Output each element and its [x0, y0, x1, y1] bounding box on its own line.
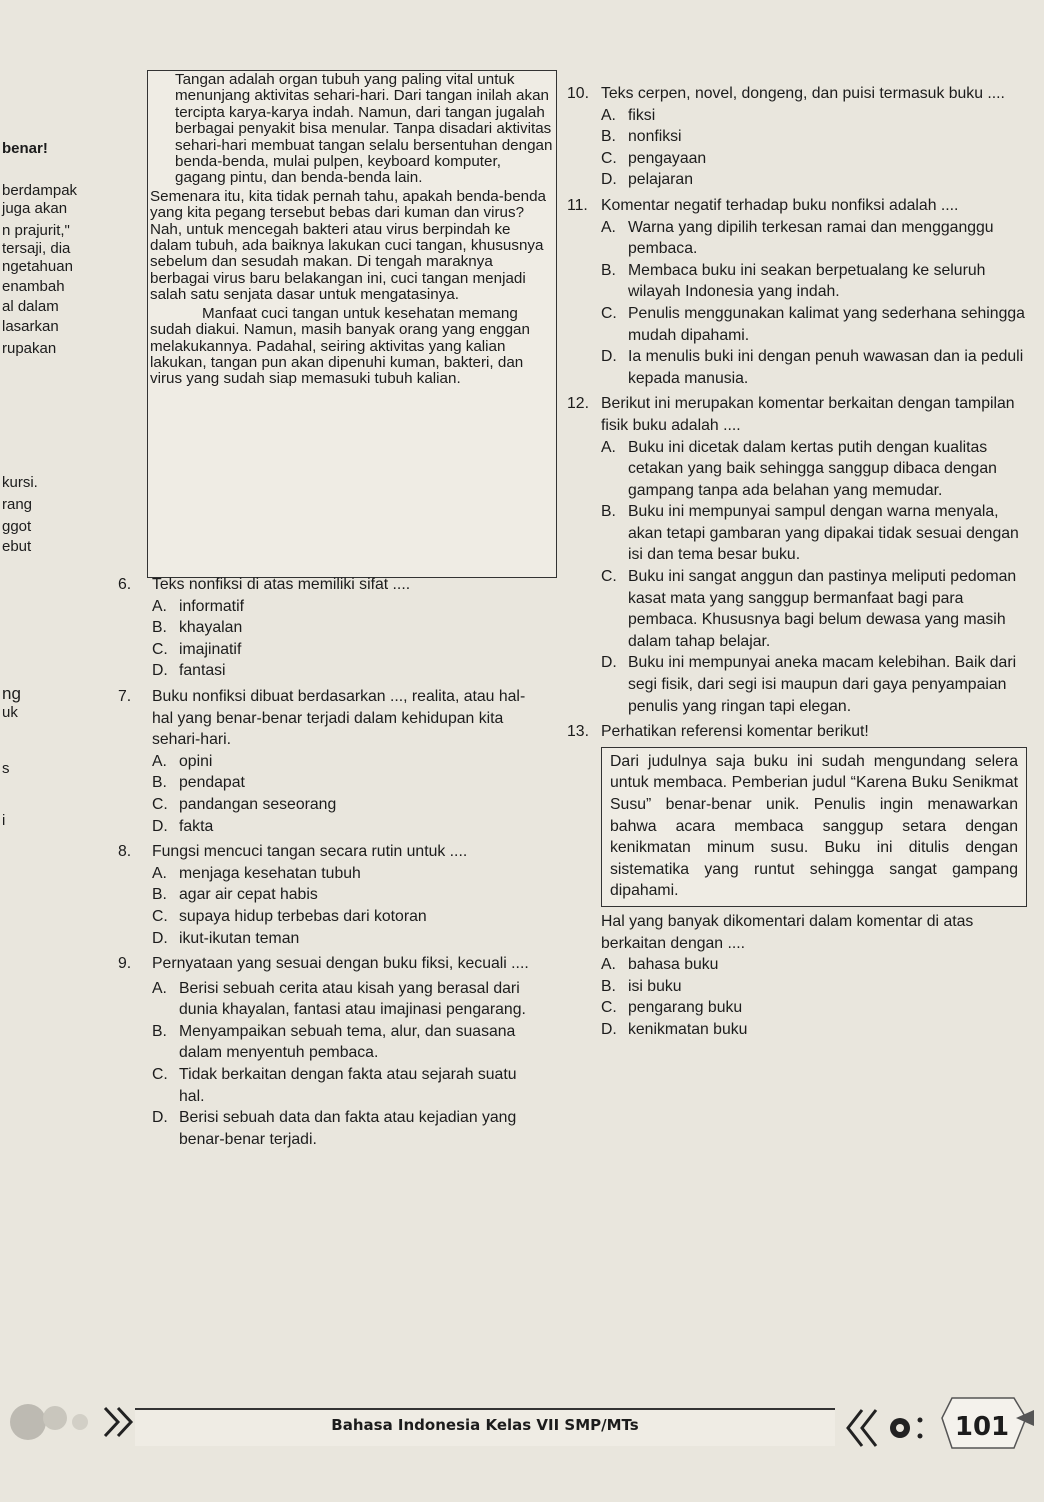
option[interactable] [118, 1021, 538, 1064]
option-letter: A. [601, 106, 616, 124]
reading-passage [125, 72, 553, 390]
option-text: informatif [179, 597, 244, 615]
question-text: Fungsi mencuci tangan secara rutin untuk .... [152, 843, 468, 861]
question-number: 7. [118, 687, 132, 705]
option[interactable] [567, 303, 1027, 346]
option-letter: B. [601, 977, 616, 995]
option[interactable] [567, 1019, 1027, 1041]
option-letter: C. [601, 304, 617, 322]
option-text: isi buku [628, 977, 682, 995]
option-letter: A. [601, 438, 616, 456]
option-text: fakta [179, 817, 214, 835]
fragment: i [2, 812, 6, 829]
option-letter: A. [152, 597, 167, 615]
fragment: ggot [2, 518, 32, 535]
option-text: pelajaran [628, 171, 693, 189]
fragment: tersaji, dia [2, 240, 71, 257]
option[interactable] [567, 126, 1027, 148]
option-letter: C. [152, 640, 168, 658]
option[interactable] [118, 596, 538, 618]
page-number: 101 [954, 1412, 1010, 1442]
option-letter: A. [152, 752, 167, 770]
option-text: Buku ini mempunyai aneka macam kelebihan. Baik dari segi fisik, dari segi isi maupun dari gaya penyampaian penulis yang ringan tapi elegan. [628, 654, 1017, 715]
option[interactable] [118, 884, 538, 906]
option-letter: C. [152, 1066, 168, 1084]
option[interactable] [118, 906, 538, 928]
question-text: Berikut ini merupakan komentar berkaitan dengan tampilan fisik buku adalah .... [601, 395, 1015, 434]
option-text: fiksi [628, 106, 656, 124]
fragment: rupakan [2, 340, 57, 357]
option[interactable] [567, 501, 1027, 566]
fragment: ebut [2, 538, 32, 555]
option-letter: B. [601, 503, 616, 521]
option[interactable] [567, 217, 1027, 260]
passage-paragraph-3: Manfaat cuci tangan untuk kesehatan memang sudah diakui. Namun, masih banyak orang yang enggan melakukannya. Padahal, seiring aktivitas yang kalian lakukan, tangan pun akan dipenuhi kuman, bakteri, dan virus yang sudah siap memasuki tubuh kalian. [150, 304, 530, 388]
fragment: uk [2, 704, 18, 721]
fragment: enambah [2, 278, 65, 295]
fragment: kursi. [2, 474, 38, 491]
option[interactable] [567, 346, 1027, 389]
question-number: 9. [118, 955, 132, 973]
option-text: Ia menulis buki ini dengan penuh wawasan dan ia peduli kepada manusia. [628, 348, 1024, 387]
question-9 [118, 953, 538, 975]
option-letter: D. [601, 171, 617, 189]
question-6 [118, 574, 538, 596]
option-letter: B. [601, 261, 616, 279]
option-letter: D. [152, 662, 168, 680]
question-number: 6. [118, 576, 132, 593]
option-letter: C. [601, 999, 617, 1017]
option-text: supaya hidup terbebas dari kotoran [179, 907, 427, 925]
option-text: pengayaan [628, 149, 707, 167]
option-text: Buku ini dicetak dalam kertas putih dengan kualitas cetakan yang baik sehingga sanggup dibaca dengan gampang tanpa ada belahan yang memudar. [628, 438, 997, 499]
option-text: bahasa buku [628, 956, 719, 974]
fragment: ng [2, 684, 21, 703]
option[interactable] [567, 260, 1027, 303]
option-text: menjaga kesehatan tubuh [179, 864, 361, 882]
option[interactable] [118, 617, 538, 639]
option-letter: B. [601, 128, 616, 146]
question-text: Komentar negatif terhadap buku nonfiksi adalah .... [601, 196, 959, 214]
option-text: kenikmatan buku [628, 1020, 748, 1038]
option-text: khayalan [179, 619, 243, 637]
fragment: benar! [2, 140, 48, 157]
question-13-stem [567, 911, 1027, 954]
fragment: berdampak [2, 182, 78, 199]
option-text: Penulis menggunakan kalimat yang sederhana sehingga mudah dipahami. [628, 304, 1025, 344]
option-text: Warna yang dipilih terkesan ramai dan mengganggu pembaca. [628, 218, 994, 258]
option-letter: B. [152, 619, 167, 637]
option-text: opini [179, 752, 213, 770]
option-text: Buku ini mempunyai sampul dengan warna menyala, akan tetapi gambaran yang dipakai tidak sesuai dengan isi dan tema besar buku. [628, 503, 1019, 564]
question-text: Teks cerpen, novel, dongeng, dan puisi termasuk buku .... [601, 85, 1005, 102]
option-letter: A. [152, 864, 167, 882]
option-letter: B. [152, 774, 167, 792]
left-column-questions [118, 574, 538, 1150]
right-column-questions [567, 83, 1027, 1041]
option[interactable] [118, 863, 538, 885]
option[interactable] [118, 978, 538, 1021]
option-letter: C. [601, 149, 617, 167]
option[interactable] [118, 928, 538, 950]
option-letter: D. [152, 817, 168, 835]
option[interactable] [567, 105, 1027, 127]
passage-paragraph-2: Semenara itu, kita tidak pernah tahu, apakah benda-benda yang kita pegang tersebut bebas dari kuman dan virus? Nah, untuk mencegah bakteri atau virus berpindah ke dalam tubuh, ada baiknya lakukan cuci tangan, khususnya sebelum dan sesudah makan. Di tengah maraknya berbagai virus baru belakangan ini, cuci tangan menjadi salah satu senjata dasar untuk mengatasinya. [150, 187, 547, 304]
comment-quote-box: Dari judulnya saja buku ini sudah mengundang selera untuk membaca. Pemberian judul “Karena Buku Senikmat Susu” benar-benar unik. Penulis ingin menawarkan bahwa acara membaca sanggup setara dengan kenikmatan minum susu. Buku ini ditulis dengan sistematika yang runtut sehingga sangat gampang dipahami. [601, 747, 1027, 907]
option[interactable] [118, 660, 538, 682]
option-letter: B. [152, 1022, 167, 1040]
passage-paragraph-1: Tangan adalah organ tubuh yang paling vital untuk menunjang aktivitas sehari-hari. Dari tangan inilah akan tercipta karya-karya indah. Namun, dari tangan jugalah berbagai penyakit bisa menular. Tanpa disadari aktivitas sehari-hari membuat tangan selalu bersentuhan dengan benda-benda, mulai pulpen, keyboard komputer, gagang pintu, dan benda-benda lain. [175, 71, 553, 187]
fragment: juga akan [2, 200, 68, 217]
question-number: 12. [567, 395, 589, 413]
option-letter: D. [601, 1020, 617, 1038]
option-letter: D. [152, 1109, 168, 1127]
question-text: Hal yang banyak dikomentari dalam komentar di atas berkaitan dengan .... [601, 912, 974, 952]
fragment: ngetahuan [2, 258, 73, 275]
option-letter: C. [601, 568, 617, 586]
option[interactable] [118, 794, 538, 816]
option[interactable] [567, 954, 1027, 976]
option-letter: C. [152, 907, 168, 925]
option-text: nonfiksi [628, 128, 682, 146]
option-text: pandangan seseorang [179, 795, 337, 813]
fragment: lasarkan [2, 318, 59, 335]
option[interactable] [567, 169, 1027, 191]
option-letter: A. [601, 218, 616, 236]
page-footer [0, 1378, 1044, 1458]
question-number: 13. [567, 723, 589, 741]
option-letter: C. [152, 795, 168, 813]
option-text: fantasi [179, 662, 226, 680]
option-text: Membaca buku ini seakan berpetualang ke seluruh wilayah Indonesia yang indah. [628, 261, 986, 301]
option-text: ikut-ikutan teman [179, 929, 300, 947]
option[interactable] [118, 1107, 538, 1150]
fragment: rang [2, 496, 33, 513]
question-text: Buku nonfiksi dibuat berdasarkan ..., realita, atau hal-hal yang benar-benar terjadi dalam kehidupan kita sehari-hari. [152, 687, 526, 749]
question-number: 11. [567, 196, 588, 214]
option[interactable] [118, 1064, 538, 1107]
question-text: Teks nonfiksi di atas memiliki sifat .... [152, 576, 411, 593]
fragment: al dalam [2, 298, 59, 315]
book-title: Bahasa Indonesia Kelas VII SMP/MTs [331, 1416, 639, 1434]
question-number: 10. [567, 85, 589, 102]
question-text: Pernyataan yang sesuai dengan buku fiksi, kecuali .... [152, 955, 529, 973]
option-text: Buku ini sangat anggun dan pastinya meliputi pedoman kasat mata yang sanggup bermanfaat bagi para pembaca. Khususnya bagi belum dewasa yang masih dalam tahap belajar. [628, 568, 1017, 650]
question-10 [567, 83, 1027, 105]
option-text: pendapat [179, 774, 245, 792]
option-text: imajinatif [179, 640, 242, 658]
footer-band [135, 1408, 835, 1446]
fragment: s [2, 760, 10, 777]
question-12 [567, 393, 1027, 436]
option-text: Menyampaikan sebuah tema, alur, dan suasana dalam menyentuh pembaca. [179, 1022, 516, 1062]
question-11 [567, 195, 1027, 217]
question-number: 8. [118, 843, 132, 861]
option-text: Berisi sebuah data dan fakta atau kejadian yang benar-benar terjadi. [179, 1109, 517, 1148]
question-13 [567, 721, 1027, 743]
option-letter: D. [601, 654, 617, 672]
option-text: Tidak berkaitan dengan fakta atau sejarah suatu hal. [179, 1066, 517, 1105]
option[interactable] [567, 976, 1027, 998]
option[interactable] [567, 437, 1027, 502]
option-text: Berisi sebuah cerita atau kisah yang berasal dari dunia khayalan, fantasi atau imajinasi pengarang. [179, 979, 526, 1019]
fragment: n prajurit," [2, 222, 70, 239]
option[interactable] [118, 639, 538, 661]
option[interactable] [567, 652, 1027, 717]
option-letter: A. [152, 979, 167, 997]
option[interactable] [118, 751, 538, 773]
option[interactable] [118, 772, 538, 794]
option-letter: D. [601, 348, 617, 366]
question-text: Perhatikan referensi komentar berikut! [601, 723, 869, 741]
option-text: agar air cepat habis [179, 886, 318, 904]
option-letter: A. [601, 956, 616, 974]
option[interactable] [567, 148, 1027, 170]
option-letter: D. [152, 929, 168, 947]
question-8 [118, 841, 538, 863]
question-7 [118, 686, 538, 751]
option[interactable] [118, 816, 538, 838]
option-letter: B. [152, 886, 167, 904]
option-text: pengarang buku [628, 999, 743, 1017]
option[interactable] [567, 997, 1027, 1019]
option[interactable] [567, 566, 1027, 652]
